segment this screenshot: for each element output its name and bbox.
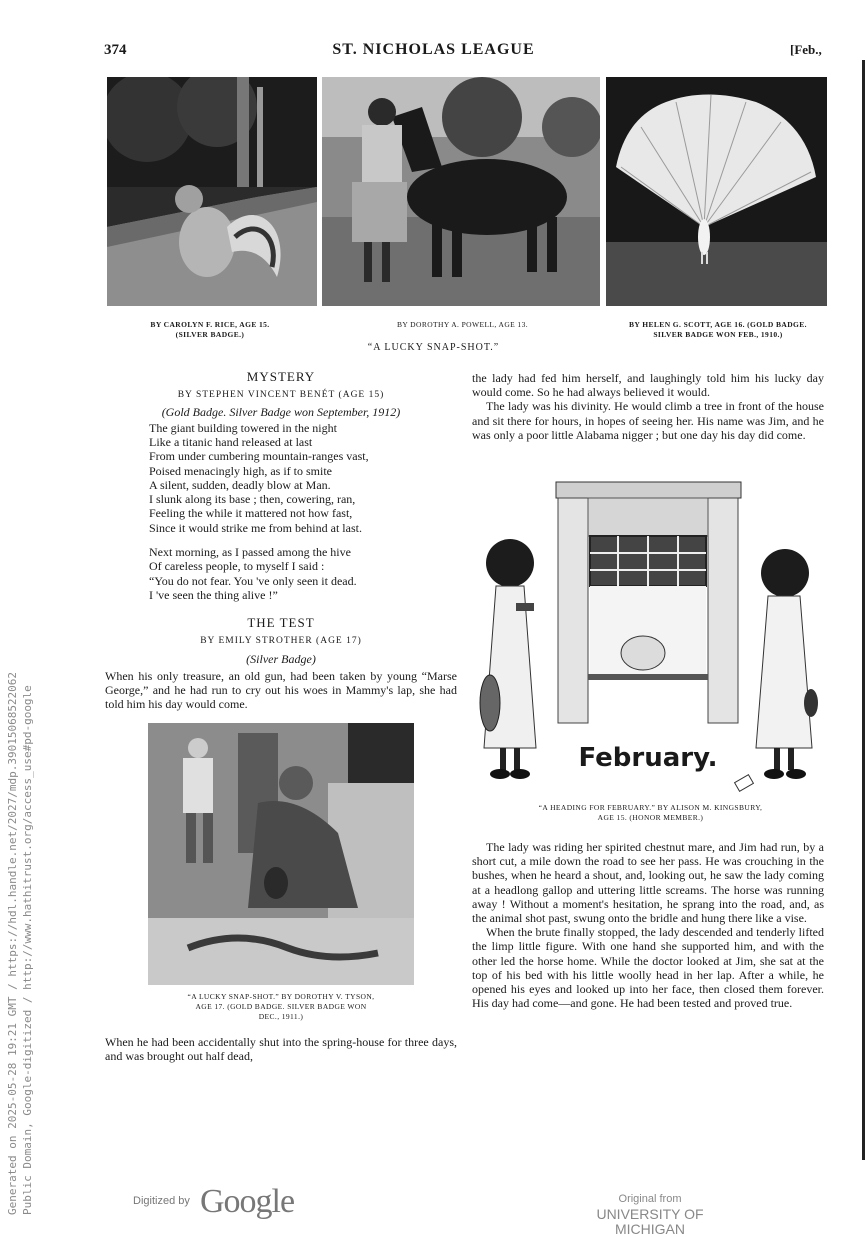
mystery-byline: BY STEPHEN VINCENT BENÉT (AGE 15) (177, 390, 385, 401)
mystery-stanza1-line: From under cumbering mountain-ranges vast, (149, 449, 369, 464)
february-lettering: February. (578, 743, 718, 773)
test-byline: BY EMILY STROTHER (AGE 17) (200, 636, 362, 647)
test-paragraph-4: The lady was his divinity. He would climb a tree in front of the house and sit there for hours, in hopes of seeing her. His name was Jim, and he was only a poor little Alabama nigger ; but one day his day did come. (472, 399, 824, 442)
february-caption: “A HEADING FOR FEBRUARY.” BY ALISON M. KINGSBURY, AGE 15. (HONOR MEMBER.) (538, 803, 763, 822)
mystery-stanza2-line: I 've seen the thing alive !” (149, 587, 278, 602)
hathitrust-watermark: Generated on 2025-05-28 19:21 GMT / https://hdl.handle.net/2027/mdp.39015068522062 Public Domain, Google-digitized / http://www.hathitrust.org/access_use#pd-google (6, 671, 34, 1215)
mystery-stanza-2 (105, 545, 457, 602)
running-month: [Feb., (790, 42, 822, 57)
lucky-snapshot-heading: “A LUCKY SNAP-SHOT.” (367, 342, 500, 353)
february-drawing (478, 478, 823, 798)
horse-photo (322, 77, 600, 306)
google-logo: Google (200, 1183, 295, 1220)
test-badge: (Silver Badge) (246, 651, 316, 666)
mystery-badge: (Gold Badge. Silver Badge won September, 1912) (161, 405, 401, 420)
test-paragraph-3: the lady had fed him herself, and laughingly told him his lucky day would come. So he had always believed it would. (472, 371, 824, 400)
photo3-caption: BY HELEN G. SCOTT, AGE 16. (GOLD BADGE. SILVER BADGE WON FEB., 1910.) (629, 320, 807, 339)
peacock-photo (606, 77, 827, 306)
test-paragraph-2: When he had been accidentally shut into the spring-house for three days, and was brought out half dead, (105, 1035, 457, 1064)
mystery-stanza1-line: I slunk along its base ; then, cowering, ran, (149, 492, 356, 507)
left-column (105, 370, 457, 711)
squirrel-photo (107, 77, 317, 306)
mystery-stanza-1 (105, 421, 457, 535)
mystery-stanza2-line: “You do not fear. You 've only seen it dead. (149, 573, 357, 588)
snake-charmer-photo (148, 723, 414, 985)
right-column-top (472, 371, 824, 442)
photo1-caption: BY CAROLYN F. RICE, AGE 15. (SILVER BADGE.) (150, 320, 270, 339)
mystery-stanza1-line: The giant building towered in the night (149, 420, 337, 435)
right-column-bottom (472, 840, 824, 1010)
original-from-note: Original from UNIVERSITY OF MICHIGAN (596, 1193, 704, 1237)
mystery-stanza1-line: Poised menacingly high, as if to smite (149, 463, 332, 478)
mystery-stanza1-line: A silent, sudden, deadly blow at Man. (149, 477, 331, 492)
mystery-stanza1-line: Feeling the while it mattered not how fast, (149, 506, 353, 521)
page-edge-shadow (862, 60, 865, 1160)
test-paragraph-5: The lady was riding her spirited chestnut mare, and Jim had run, by a short cut, a mile down the road to see her pass. He was crouching in the bushes, when he heard a shout, and, looking out, he saw the lady coming at a headlong gallop and uttering little screams. The horse was running away ! Without a moment's hesitation, he sprang into the road, and, as the animal shot past, swung onto the bridle and hung there like a vise. (472, 840, 824, 926)
test-paragraph-6: When the brute finally stopped, the lady descended and tenderly lifted the limp little figure. With one hand she supported him, and with the other led the horse home. While the doctor looked at Jim, she sat at the top of his bed with his little woolly head in her lap. After a while, he opened his eyes and looked up into her face, then closed them forever. His day had come—and gone. He had been tested and proved true. (472, 925, 824, 1011)
page-number: 374 (104, 42, 127, 58)
digitized-by-label: Digitized by (133, 1195, 190, 1207)
snake-photo-caption: “A LUCKY SNAP-SHOT.” BY DOROTHY V. TYSON, AGE 17. (GOLD BADGE. SILVER BADGE WON DEC., 1911.) (187, 992, 375, 1021)
mystery-stanza2-line: Next morning, as I passed among the hive (149, 544, 351, 559)
mystery-stanza1-line: Since it would strike me from behind at last. (149, 520, 362, 535)
mystery-stanza1-line: Like a titanic hand released at last (149, 434, 313, 449)
photo2-caption: BY DOROTHY A. POWELL, AGE 13. (396, 320, 529, 329)
test-paragraph-1: When his only treasure, an old gun, had been taken by young “Marse George,” and he had run to cry out his woes in Mammy's lap, she had told him his day would come. (105, 668, 457, 712)
running-title: ST. NICHOLAS LEAGUE (332, 41, 535, 58)
mystery-stanza2-line: Of careless people, to myself I said : (149, 559, 325, 574)
test-title: THE TEST (247, 615, 315, 631)
mystery-title: MYSTERY (246, 369, 316, 384)
